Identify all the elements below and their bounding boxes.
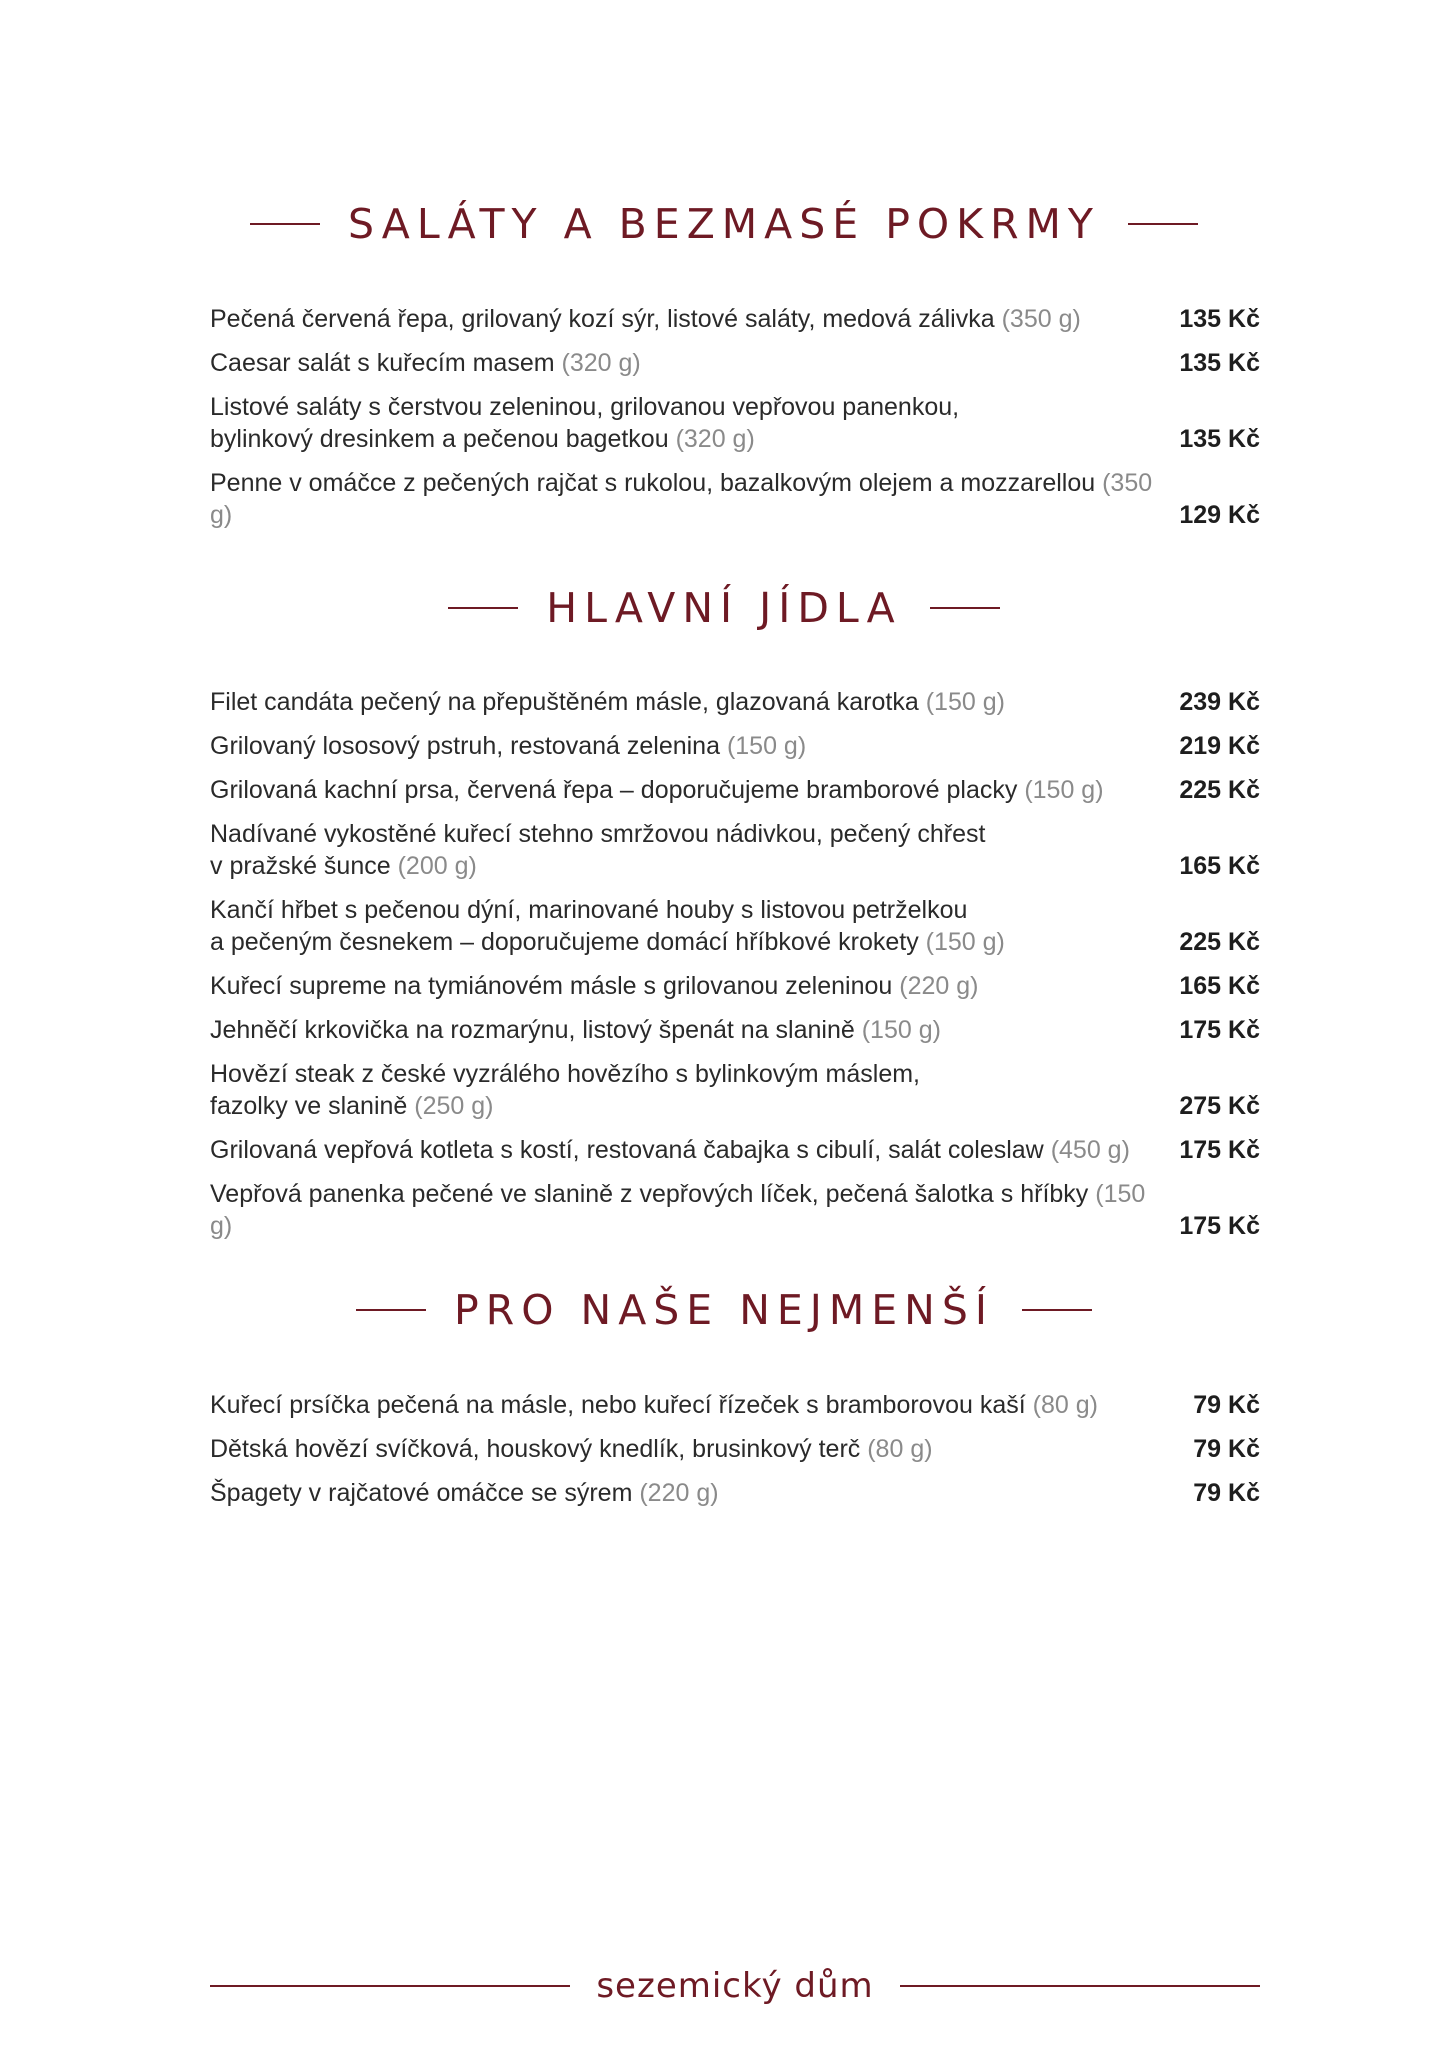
menu-item-description: Grilovaný lososový pstruh, restovaná zelenina (150 g) <box>210 732 807 760</box>
menu-item-weight: (150 g) <box>210 1180 1146 1240</box>
menu-item <box>210 467 1260 531</box>
menu-item <box>210 894 1260 958</box>
section-items-salads <box>210 303 1260 543</box>
menu-item-price: 175 Kč <box>1179 1136 1260 1164</box>
menu-item-description: Grilovaná vepřová kotleta s kostí, restovaná čabajka s cibulí, salát coleslaw (450 g) <box>210 1136 1130 1164</box>
menu-item-description: Penne v omáčce z pečených rajčat s rukolou, bazalkovým olejem a mozzarellou (350 g) <box>210 469 1153 529</box>
footer-rule-right <box>900 1985 1260 1987</box>
title-rule-left <box>250 223 320 225</box>
section-title-text: SALÁTY A BEZMASÉ POKRMY <box>348 200 1100 248</box>
menu-item-price: 175 Kč <box>1179 1212 1260 1240</box>
menu-item-description: Kuřecí prsíčka pečená na másle, nebo kuřecí řízeček s bramborovou kaší (80 g) <box>210 1391 1098 1419</box>
menu-item-description: Vepřová panenka pečené ve slanině z vepřových líček, pečená šalotka s hříbky (150 g) <box>210 1180 1146 1240</box>
menu-item-weight: (200 g) <box>397 852 477 880</box>
section-items-kids <box>210 1389 1260 1521</box>
menu-item <box>210 818 1260 882</box>
title-rule-right <box>1128 223 1198 225</box>
menu-item <box>210 1389 1260 1421</box>
section-title-main-dishes <box>0 584 1448 632</box>
menu-item-weight: (320 g) <box>561 349 641 377</box>
menu-item <box>210 347 1260 379</box>
menu-item-description: Nadívané vykostěné kuřecí stehno smržovou nádivkou, pečený chřest v pražské šunce (200 g) <box>210 820 986 880</box>
menu-item <box>210 730 1260 762</box>
menu-item-price: 135 Kč <box>1179 349 1260 377</box>
menu-item-weight: (320 g) <box>675 425 755 453</box>
section-title-text: HLAVNÍ JÍDLA <box>546 584 902 632</box>
menu-item <box>210 1178 1260 1242</box>
menu-item <box>210 970 1260 1002</box>
menu-item-description: Hovězí steak z české vyzrálého hovězího s bylinkovým máslem, fazolky ve slanině (250 g) <box>210 1060 920 1120</box>
menu-item-weight: (450 g) <box>1050 1136 1130 1164</box>
menu-item <box>210 391 1260 455</box>
menu-item <box>210 1134 1260 1166</box>
menu-item <box>210 774 1260 806</box>
menu-item <box>210 1477 1260 1509</box>
menu-item-price: 275 Kč <box>1179 1092 1260 1120</box>
menu-item-weight: (150 g) <box>1024 776 1104 804</box>
section-title-text: PRO NAŠE NEJMENŠÍ <box>454 1286 994 1334</box>
footer-rule-left <box>210 1985 570 1987</box>
menu-item-weight: (150 g) <box>861 1016 941 1044</box>
menu-item-description: Listové saláty s čerstvou zeleninou, grilovanou vepřovou panenkou, bylinkový dresinkem a pečenou bagetkou (320 g) <box>210 393 960 453</box>
title-rule-right <box>930 607 1000 609</box>
menu-item-weight: (220 g) <box>639 1479 719 1507</box>
menu-item-description: Pečená červená řepa, grilovaný kozí sýr, listové saláty, medová zálivka (350 g) <box>210 305 1081 333</box>
menu-item-description: Kančí hřbet s pečenou dýní, marinované houby s listovou petrželkou a pečeným česnekem – doporučujeme domácí hříbkové krokety (150 g) <box>210 896 1005 956</box>
menu-item-price: 225 Kč <box>1179 776 1260 804</box>
menu-item-price: 79 Kč <box>1193 1479 1260 1507</box>
menu-item-price: 135 Kč <box>1179 425 1260 453</box>
menu-item-price: 129 Kč <box>1179 501 1260 529</box>
section-items-main-dishes <box>210 686 1260 1254</box>
menu-item-weight: (150 g) <box>726 732 807 760</box>
menu-item-weight: (150 g) <box>925 928 1005 956</box>
menu-item <box>210 303 1260 335</box>
section-title-kids <box>0 1286 1448 1334</box>
menu-item <box>210 1058 1260 1122</box>
brand-logo-text: sezemický dům <box>596 1966 874 2006</box>
menu-item-weight: (150 g) <box>925 688 1005 716</box>
menu-item-description: Dětská hovězí svíčková, houskový knedlík, brusinkový terč (80 g) <box>210 1435 933 1463</box>
menu-item-description: Grilovaná kachní prsa, červená řepa – doporučujeme bramborové placky (150 g) <box>210 776 1104 804</box>
menu-item-weight: (80 g) <box>1032 1391 1098 1419</box>
menu-item <box>210 686 1260 718</box>
menu-item-price: 239 Kč <box>1179 688 1260 716</box>
section-title-salads <box>0 200 1448 248</box>
menu-item-weight: (220 g) <box>899 972 979 1000</box>
menu-item-description: Caesar salát s kuřecím masem (320 g) <box>210 349 641 377</box>
menu-item-price: 135 Kč <box>1179 305 1260 333</box>
footer <box>210 1966 1260 2006</box>
menu-item-weight: (350 g) <box>1001 305 1081 333</box>
menu-item-description: Kuřecí supreme na tymiánovém másle s grilovanou zeleninou (220 g) <box>210 972 979 1000</box>
title-rule-left <box>356 1309 426 1311</box>
menu-item-description: Jehněčí krkovička na rozmarýnu, listový špenát na slanině (150 g) <box>210 1016 941 1044</box>
menu-item-price: 175 Kč <box>1179 1016 1260 1044</box>
menu-item-weight: (250 g) <box>414 1092 494 1120</box>
menu-item-description: Špagety v rajčatové omáčce se sýrem (220 g) <box>210 1479 719 1507</box>
menu-item-price: 79 Kč <box>1193 1391 1260 1419</box>
menu-item-price: 219 Kč <box>1179 732 1260 760</box>
menu-item-weight: (350 g) <box>210 469 1153 529</box>
menu-item-price: 225 Kč <box>1179 928 1260 956</box>
menu-item-description: Filet candáta pečený na přepuštěném másle, glazovaná karotka (150 g) <box>210 688 1005 716</box>
menu-item-price: 165 Kč <box>1179 852 1260 880</box>
title-rule-left <box>448 607 518 609</box>
title-rule-right <box>1022 1309 1092 1311</box>
menu-item <box>210 1433 1260 1465</box>
menu-item-weight: (80 g) <box>867 1435 933 1463</box>
menu-item-price: 165 Kč <box>1179 972 1260 1000</box>
menu-item <box>210 1014 1260 1046</box>
menu-item-price: 79 Kč <box>1193 1435 1260 1463</box>
